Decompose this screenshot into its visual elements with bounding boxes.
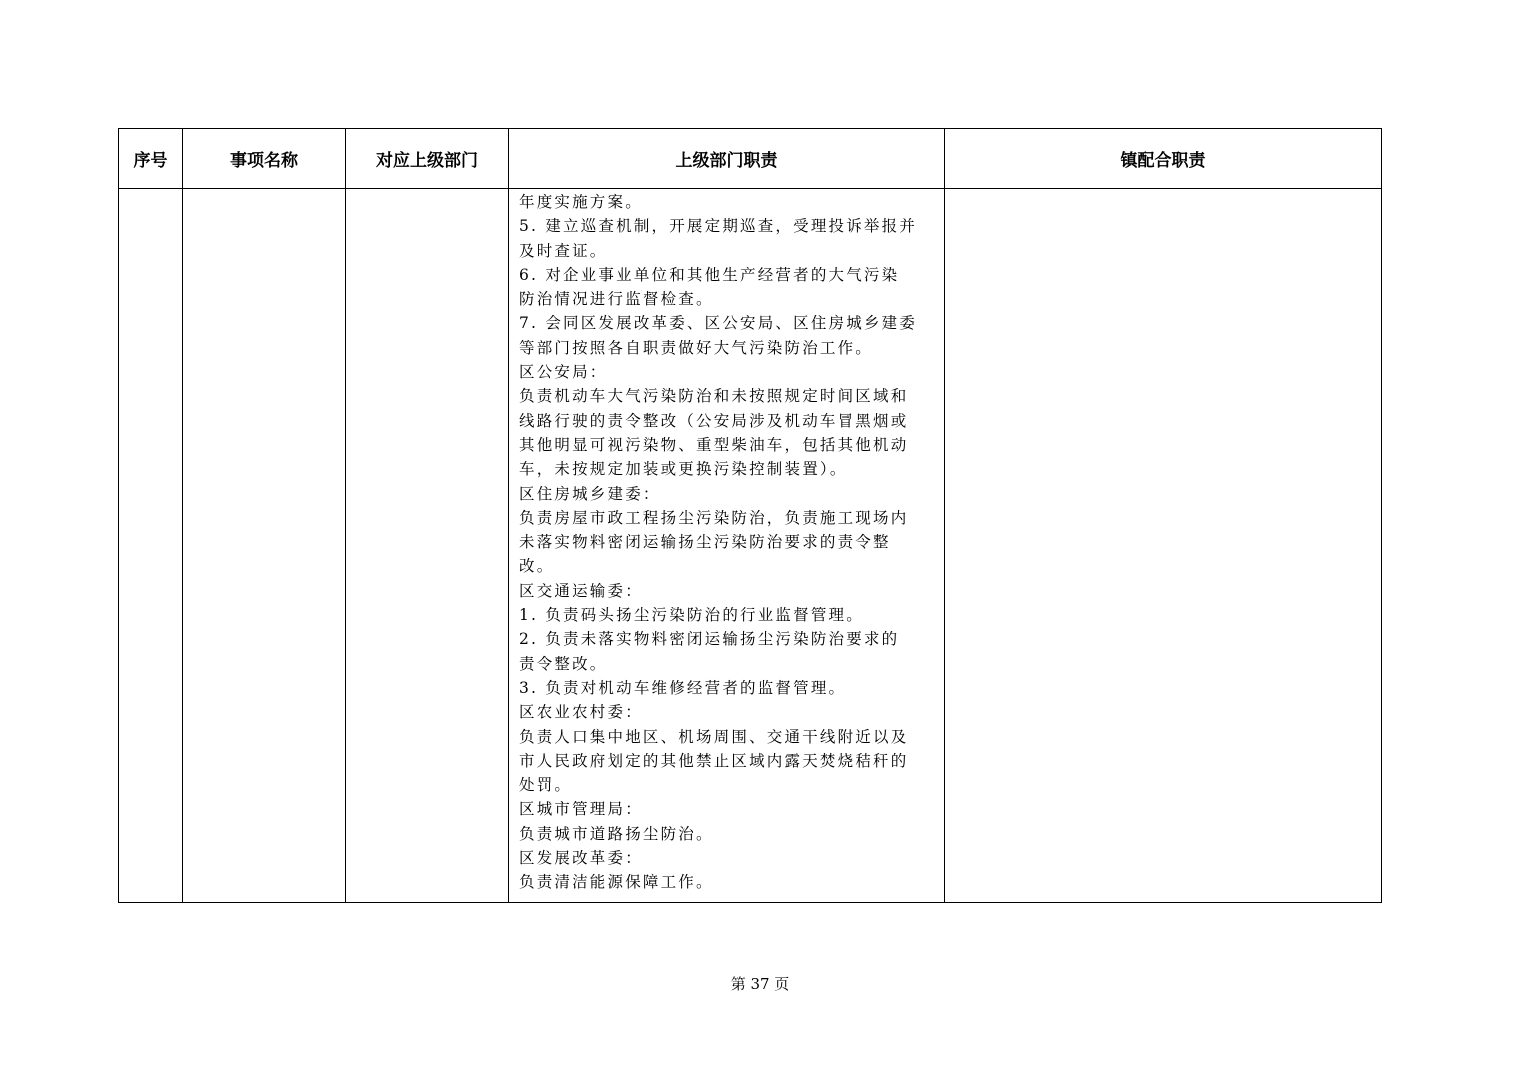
duty-line: 区交通运输委： [519,581,643,600]
cell-town-duties [945,189,1382,903]
duty-line: 3. 负责对机动车维修经营者的监督管理。 [519,678,847,697]
duty-line: 7. 会同区发展改革委、区公安局、区住房城乡建委 [519,314,918,333]
duty-line: 防治情况进行监督检查。 [519,290,714,309]
duty-line: 1. 负责码头扬尘污染防治的行业监督管理。 [519,606,864,625]
table-row [119,189,1382,903]
cell-serial-number [119,189,183,903]
header-superior-duties: 上级部门职责 [509,129,945,189]
cell-superior-department [346,189,509,903]
duty-line: 年度实施方案。 [519,193,643,211]
header-serial-number: 序号 [119,129,183,189]
duty-line: 等部门按照各自职责做好大气污染防治工作。 [519,338,874,357]
duty-line: 其他明显可视污染物、重型柴油车，包括其他机动 [519,435,909,454]
duty-line: 区公安局： [519,363,608,382]
duty-line: 5. 建立巡查机制，开展定期巡查，受理投诉举报并 [519,217,918,236]
cell-superior-duties [509,189,945,903]
duty-line: 负责清洁能源保障工作。 [519,873,714,892]
duty-line: 区城市管理局： [519,800,643,819]
duty-line: 未落实物料密闭运输扬尘污染防治要求的责令整 [519,533,891,552]
duty-line: 区发展改革委： [519,849,643,868]
duty-line: 责令整改。 [519,654,608,673]
duty-line: 处罚。 [519,776,573,795]
header-town-duties: 镇配合职责 [945,129,1382,189]
table-header-row [119,129,1382,189]
cell-item-name [183,189,346,903]
responsibility-table [118,128,1382,903]
duty-line: 负责机动车大气污染防治和未按照规定时间区域和 [519,387,909,406]
header-superior-department: 对应上级部门 [346,129,509,189]
duty-line: 区住房城乡建委： [519,484,661,503]
duty-line: 负责人口集中地区、机场周围、交通干线附近以及 [519,727,909,746]
duty-line: 车，未按规定加装或更换污染控制装置）。 [519,460,848,479]
duty-line: 市人民政府划定的其他禁止区域内露天焚烧秸秆的 [519,751,909,770]
duty-line: 负责房屋市政工程扬尘污染防治，负责施工现场内 [519,508,909,527]
duty-line: 及时查证。 [519,241,608,260]
duty-text-block [509,189,944,895]
header-item-name: 事项名称 [183,129,346,189]
page-number: 第 37 页 [730,975,790,993]
duty-line: 2. 负责未落实物料密闭运输扬尘污染防治要求的 [519,630,900,649]
duty-line: 6. 对企业事业单位和其他生产经营者的大气污染 [519,265,900,284]
duty-line: 改。 [519,557,555,576]
duty-line: 区农业农村委： [519,703,643,722]
duty-line: 线路行驶的责令整改（公安局涉及机动车冒黑烟或 [519,411,909,430]
duty-line: 负责城市道路扬尘防治。 [519,824,714,843]
